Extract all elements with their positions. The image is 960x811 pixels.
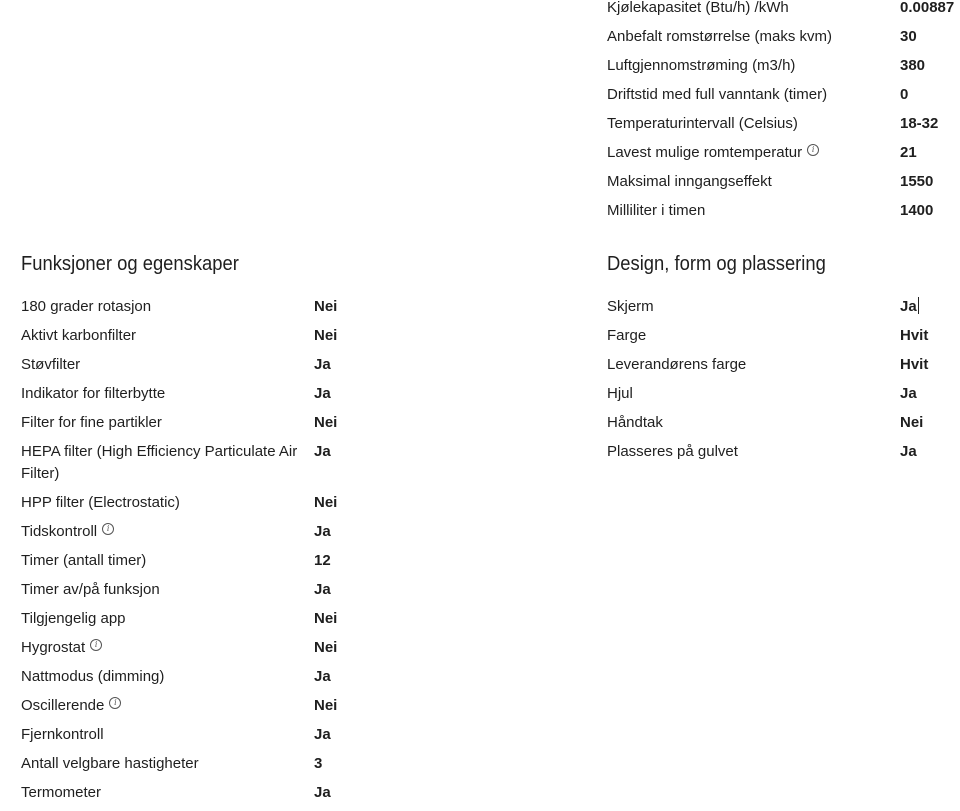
spec-value <box>314 608 337 630</box>
spec-label-text: Hygrostat <box>21 639 86 656</box>
design-section <box>607 251 957 277</box>
spec-row-indikator-for-filterbytte <box>21 383 581 405</box>
spec-value-text: Ja <box>314 356 331 373</box>
spec-label <box>21 441 314 485</box>
spec-value-text: Nei <box>314 639 338 656</box>
design-title: Design, form og plassering <box>607 253 826 275</box>
spec-row-skjerm <box>607 296 957 318</box>
spec-label <box>21 412 314 434</box>
spec-value-text: Nei <box>314 494 338 511</box>
spec-label-text: Milliliter i timen <box>607 202 706 219</box>
spec-value-text: 0 <box>900 86 909 103</box>
spec-label <box>607 325 900 347</box>
spec-value-text: Ja <box>900 443 917 460</box>
spec-label-text: Støvfilter <box>21 356 81 373</box>
spec-row-termometer <box>21 782 581 804</box>
spec-value <box>314 354 331 376</box>
spec-value <box>900 441 917 463</box>
spec-label <box>21 637 314 659</box>
spec-value-text: Nei <box>314 414 338 431</box>
spec-value-text: Ja <box>314 385 331 402</box>
spec-label-text: Leverandørens farge <box>607 356 747 373</box>
spec-row-fjernkontroll <box>21 724 581 746</box>
spec-label-text: Maksimal inngangseffekt <box>607 173 772 190</box>
spec-label <box>607 55 900 77</box>
spec-row-luftgjennomstroming-m3-h <box>607 55 957 77</box>
spec-row-farge <box>607 325 957 347</box>
spec-label-text: Lavest mulige romtemperatur <box>607 144 803 161</box>
spec-value <box>314 550 331 572</box>
functions-title: Funksjoner og egenskaper <box>21 253 239 275</box>
spec-value <box>900 84 908 106</box>
functions-list <box>21 296 581 811</box>
spec-value-text: 1400 <box>900 202 934 219</box>
spec-row-hpp-filter-electrostatic <box>21 492 581 514</box>
spec-value <box>314 441 331 463</box>
spec-value <box>314 296 337 318</box>
spec-label-text: Fjernkontroll <box>21 726 104 743</box>
spec-row-tilgjengelig-app <box>21 608 581 630</box>
spec-row-kjolekapasitet-btu-h-kwh <box>607 0 957 19</box>
spec-label-text: HPP filter (Electrostatic) <box>21 494 180 511</box>
spec-label <box>21 521 314 543</box>
spec-row-temperaturintervall-celsius <box>607 113 957 135</box>
spec-label-text: Luftgjennomstrøming (m3/h) <box>607 57 796 74</box>
spec-label <box>21 753 314 775</box>
spec-value-text: Ja <box>314 443 331 460</box>
spec-row-leverandorens-farge <box>607 354 957 376</box>
text-cursor <box>918 297 919 314</box>
spec-row-handtak <box>607 412 957 434</box>
spec-value-text: Hvit <box>900 327 929 344</box>
spec-value <box>900 383 917 405</box>
spec-label <box>607 412 900 434</box>
spec-label <box>607 383 900 405</box>
spec-value <box>900 113 938 135</box>
spec-value-text: Nei <box>900 414 924 431</box>
spec-label-text: Driftstid med full vanntank (timer) <box>607 86 828 103</box>
info-circle-icon[interactable]: i <box>90 639 102 651</box>
spec-value-text: Ja <box>314 668 331 685</box>
spec-row-tidskontroll <box>21 521 581 543</box>
spec-value-text: Ja <box>314 726 331 743</box>
spec-label-text: Filter for fine partikler <box>21 414 162 431</box>
spec-value-text: Nei <box>314 298 338 315</box>
spec-label-text: Timer (antall timer) <box>21 552 147 569</box>
spec-value-text: Nei <box>314 327 338 344</box>
info-circle-icon[interactable]: i <box>109 697 121 709</box>
spec-row-lavest-mulige-romtemperatur <box>607 142 957 164</box>
spec-row-milliliter-i-timen <box>607 200 957 222</box>
spec-label <box>607 113 900 135</box>
spec-value <box>900 55 925 77</box>
spec-value <box>900 325 928 347</box>
spec-label <box>607 171 900 193</box>
spec-label <box>21 695 314 717</box>
spec-value <box>314 383 331 405</box>
spec-label-text: Skjerm <box>607 298 654 315</box>
spec-label <box>21 354 314 376</box>
spec-label-text: Tilgjengelig app <box>21 610 126 627</box>
spec-value-text: 18-32 <box>900 115 939 132</box>
top-specs-list <box>607 0 957 229</box>
spec-value <box>314 666 331 688</box>
spec-row-anbefalt-romstorrelse-maks-kvm <box>607 26 957 48</box>
spec-value <box>900 142 917 164</box>
spec-label-text: Håndtak <box>607 414 663 431</box>
spec-row-timer-antall-timer <box>21 550 581 572</box>
spec-label-text: Termometer <box>21 784 102 801</box>
spec-label <box>21 296 314 318</box>
spec-value-text: 3 <box>314 755 323 772</box>
spec-row-timer-av-pa-funksjon <box>21 579 581 601</box>
spec-row-aktivt-karbonfilter <box>21 325 581 347</box>
spec-label <box>21 782 314 804</box>
spec-label-text: Timer av/på funksjon <box>21 581 160 598</box>
spec-row-plasseres-pa-gulvet <box>607 441 957 463</box>
info-circle-icon[interactable]: i <box>102 523 114 535</box>
spec-value-text: 380 <box>900 57 926 74</box>
spec-value <box>314 782 331 804</box>
spec-row-nattmodus-dimming <box>21 666 581 688</box>
functions-section <box>21 251 581 277</box>
spec-value-text: 0.00887 <box>900 0 955 16</box>
spec-label <box>607 296 900 318</box>
spec-value <box>314 753 322 775</box>
spec-value-text: 21 <box>900 144 917 161</box>
spec-value <box>314 579 331 601</box>
spec-label-text: Indikator for filterbytte <box>21 385 166 402</box>
spec-value-text: Ja <box>900 385 917 402</box>
spec-value <box>900 200 933 222</box>
spec-label-text: Hjul <box>607 385 633 402</box>
spec-label <box>21 666 314 688</box>
spec-value-text: Hvit <box>900 356 929 373</box>
spec-value-text: Ja <box>314 784 331 801</box>
spec-label <box>21 492 314 514</box>
spec-value <box>314 695 337 717</box>
spec-value-text: 30 <box>900 28 917 45</box>
spec-value-text: 1550 <box>900 173 934 190</box>
spec-value <box>314 412 337 434</box>
spec-label <box>607 354 900 376</box>
spec-label <box>607 441 900 463</box>
spec-value-text: Nei <box>314 697 338 714</box>
spec-row-maksimal-inngangseffekt <box>607 171 957 193</box>
spec-label-text: Aktivt karbonfilter <box>21 327 137 344</box>
spec-row-hygrostat <box>21 637 581 659</box>
design-list <box>607 296 957 470</box>
spec-value <box>900 26 917 48</box>
spec-value <box>900 0 954 19</box>
spec-value-text: Ja <box>314 581 331 598</box>
spec-value-text: 12 <box>314 552 331 569</box>
spec-label-text: Antall velgbare hastigheter <box>21 755 199 772</box>
spec-value <box>314 637 337 659</box>
info-circle-icon[interactable]: i <box>807 144 819 156</box>
spec-value <box>314 521 331 543</box>
spec-value <box>900 412 923 434</box>
spec-value <box>900 171 933 193</box>
spec-value <box>900 296 919 318</box>
spec-label-text: 180 grader rotasjon <box>21 298 152 315</box>
spec-row-oscillerende <box>21 695 581 717</box>
spec-value <box>900 354 928 376</box>
spec-label <box>607 26 900 48</box>
spec-row-driftstid-med-full-vanntank-timer <box>607 84 957 106</box>
spec-row-hjul <box>607 383 957 405</box>
spec-label <box>21 608 314 630</box>
spec-value-text: Nei <box>314 610 338 627</box>
spec-label <box>607 142 900 164</box>
spec-label-text: Temperaturintervall (Celsius) <box>607 115 798 132</box>
spec-label-text: Nattmodus (dimming) <box>21 668 165 685</box>
spec-value-text: Ja <box>314 523 331 540</box>
spec-row-stovfilter <box>21 354 581 376</box>
spec-value <box>314 724 331 746</box>
spec-value <box>314 492 337 514</box>
spec-value <box>314 325 337 347</box>
spec-label <box>607 0 900 19</box>
spec-label <box>607 200 900 222</box>
spec-label-text: HEPA filter (High Efficiency Particulate Air Filter) <box>21 443 298 482</box>
spec-label <box>607 84 900 106</box>
spec-label-text: Plasseres på gulvet <box>607 443 738 460</box>
spec-label-text: Oscillerende <box>21 697 105 714</box>
spec-row-hepa-filter-high-efficiency-particulate-air-filter <box>21 441 581 485</box>
spec-label <box>21 579 314 601</box>
spec-label-text: Kjølekapasitet (Btu/h) /kWh <box>607 0 789 16</box>
spec-row-180-grader-rotasjon <box>21 296 581 318</box>
spec-value-text: Ja <box>900 298 917 315</box>
spec-row-antall-velgbare-hastigheter <box>21 753 581 775</box>
spec-label <box>21 724 314 746</box>
spec-label-text: Tidskontroll <box>21 523 98 540</box>
spec-row-filter-for-fine-partikler <box>21 412 581 434</box>
spec-label <box>21 550 314 572</box>
spec-label <box>21 383 314 405</box>
spec-label <box>21 325 314 347</box>
spec-label-text: Farge <box>607 327 647 344</box>
spec-label-text: Anbefalt romstørrelse (maks kvm) <box>607 28 833 45</box>
